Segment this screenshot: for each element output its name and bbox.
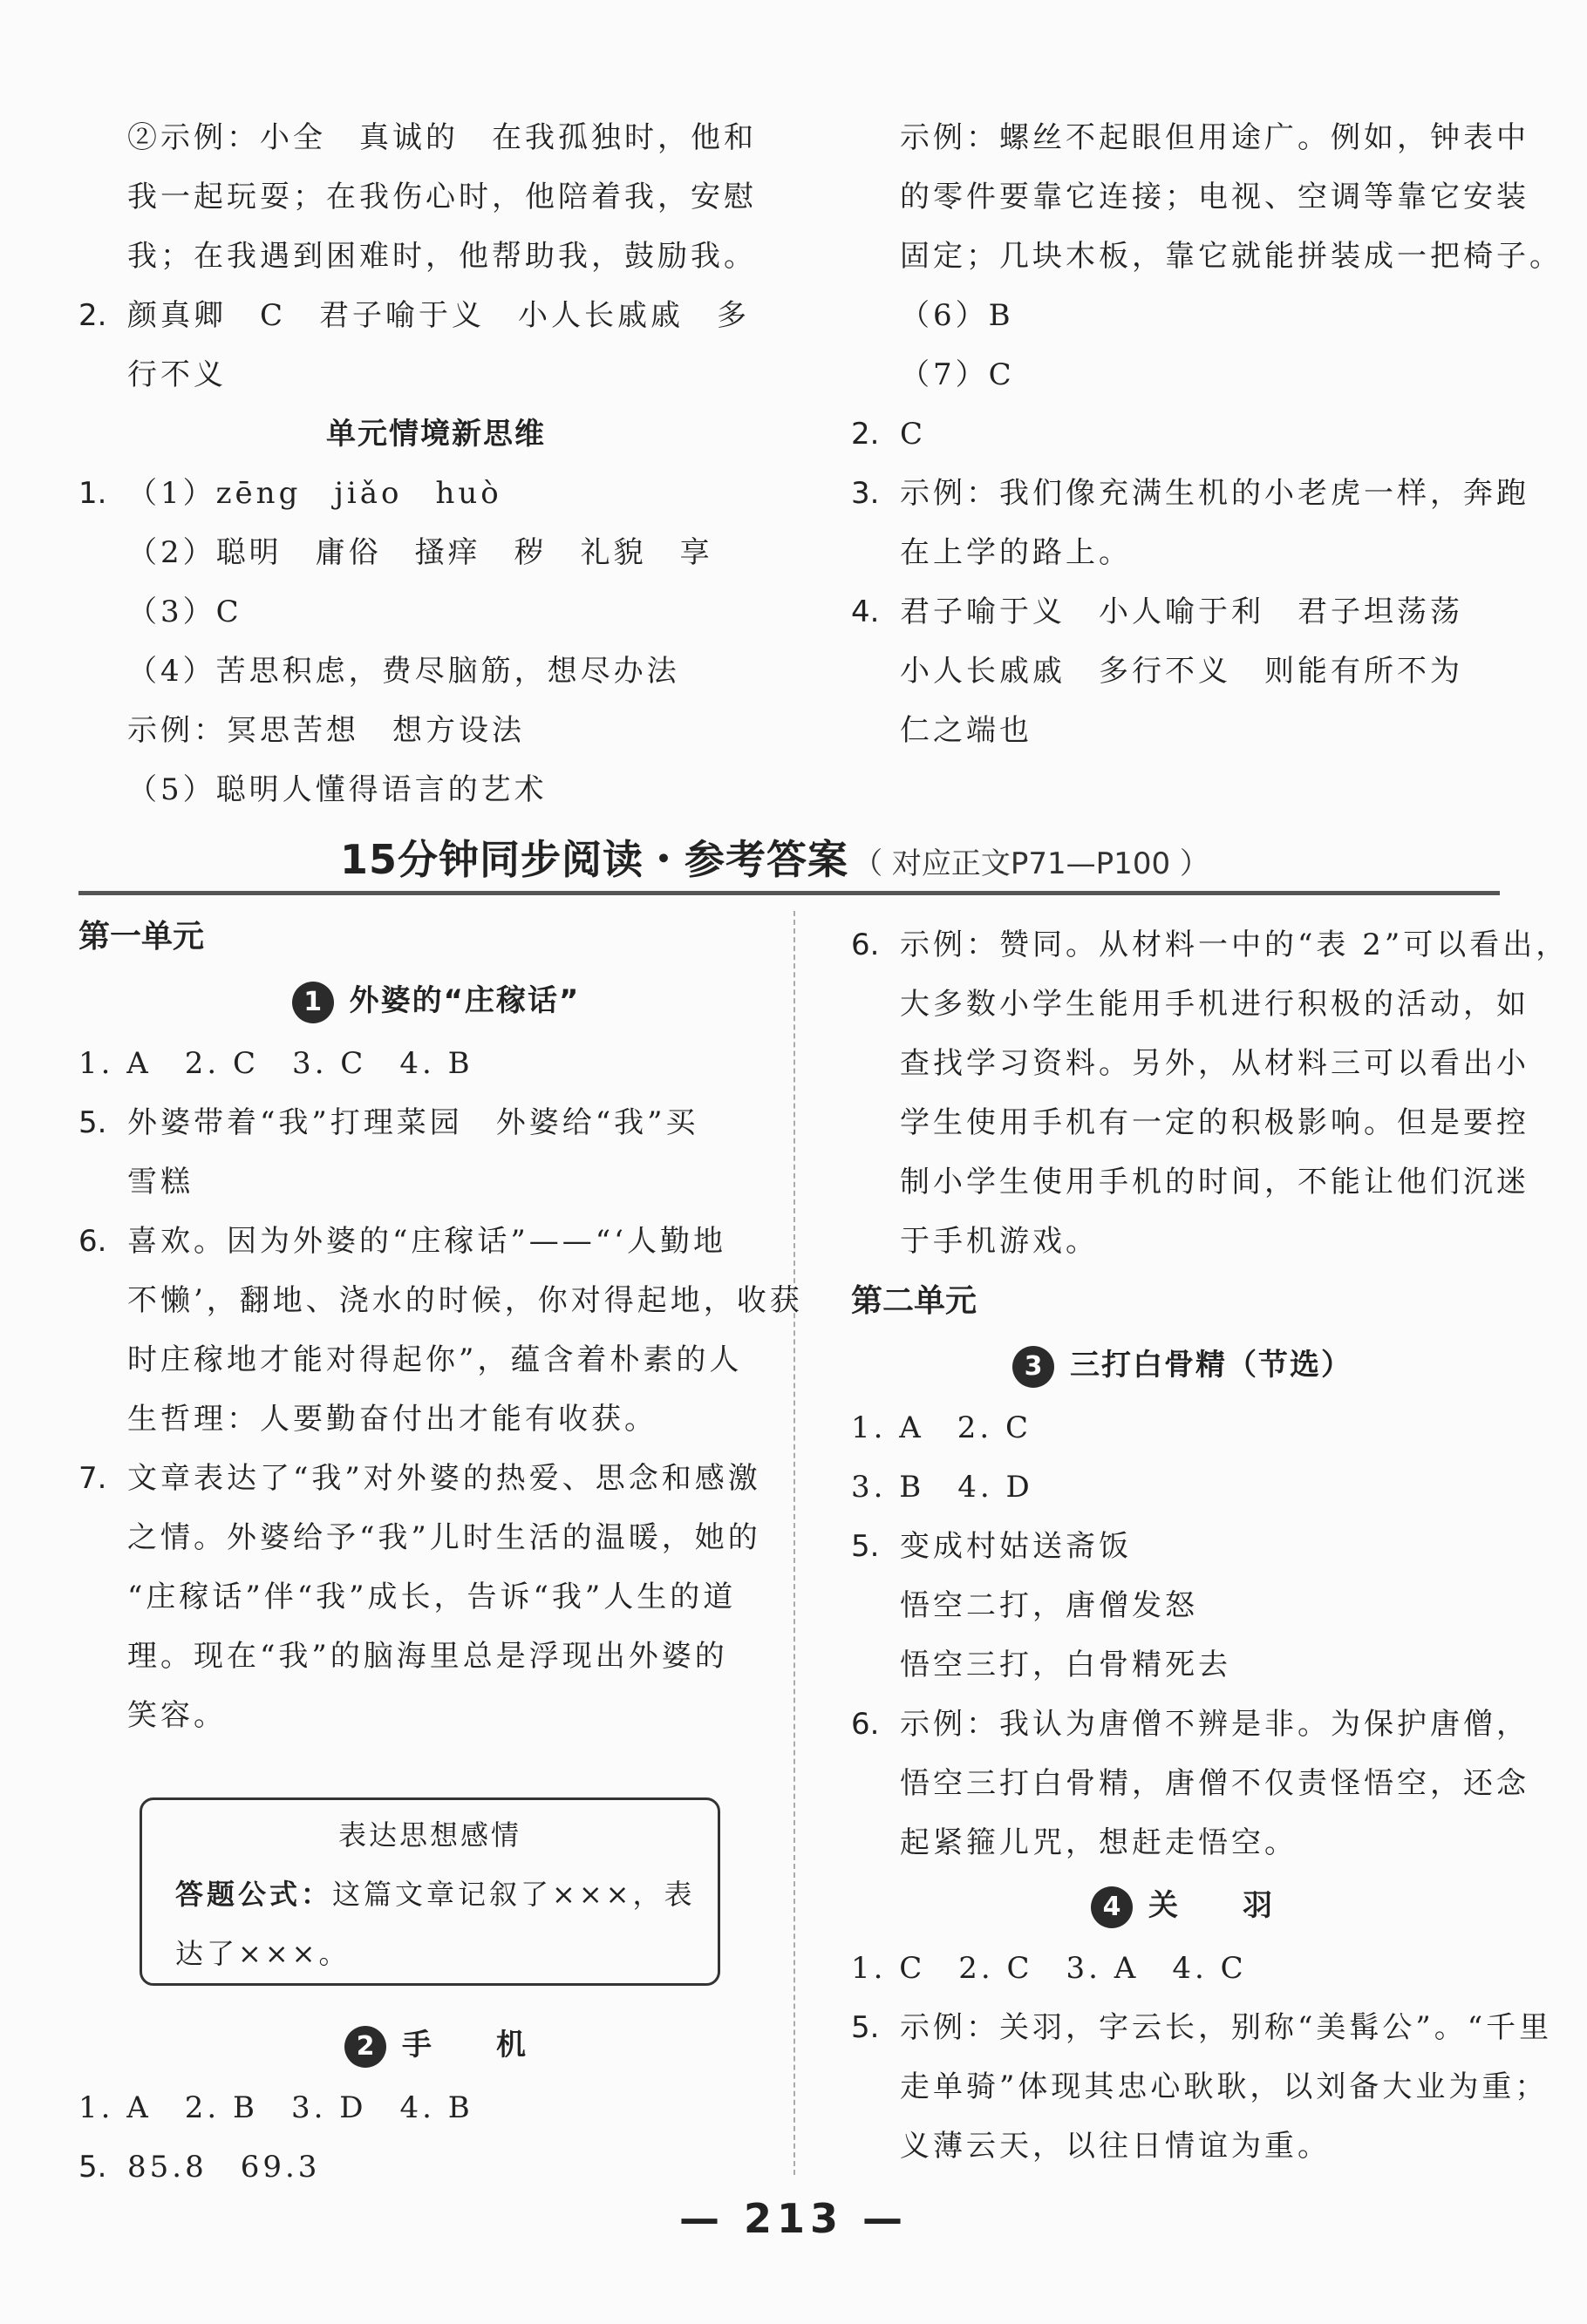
question-number: 4.	[851, 595, 880, 629]
multiple-choice-answers: 1. C 2. C 3. A 4. C	[851, 1951, 1247, 1986]
answer-text: 变成村姑送斋饭	[900, 1529, 1132, 1564]
question-number: 2.	[851, 417, 880, 452]
text-line: 固定；几块木板，靠它就能拼装成一把椅子。	[900, 239, 1563, 274]
tip-box-title: 表达思想感情	[337, 1818, 521, 1852]
banner-text	[340, 828, 1209, 886]
article-number-badge: 2	[344, 2026, 386, 2068]
top-right-column	[851, 108, 1566, 760]
article-heading	[851, 1872, 1514, 1939]
lower-left-column-2	[78, 2012, 794, 2197]
text-line: 行不义	[127, 357, 227, 392]
multiple-choice-answers: 3. B 4. D	[851, 1470, 1033, 1505]
article-title: 手 机	[402, 2028, 528, 2062]
tip-box-line	[142, 1865, 718, 1924]
text-line: “庄稼话”伴“我”成长，告诉“我”人生的道	[127, 1580, 737, 1614]
banner-subtitle: （ 对应正文P71—P100 ）	[853, 846, 1209, 881]
text-line: 查找学习资料。另外，从材料三可以看出小	[900, 1046, 1529, 1081]
text-line: 制小学生使用手机的时间，不能让他们沉迷	[900, 1165, 1529, 1199]
section-heading: 单元情境新思维	[326, 417, 546, 452]
page-number: — 213 —	[678, 2195, 909, 2242]
answer-text: 外婆带着“我”打理菜园 外婆给“我”买	[127, 1105, 699, 1140]
text-line: （4）苦思积虑，费尽脑筋，想尽办法	[127, 654, 680, 689]
question-number: 5.	[851, 2010, 880, 2045]
question-6	[851, 915, 1570, 975]
question-number: 7.	[78, 1461, 107, 1496]
formula-text: 这篇文章记叙了×××，表	[332, 1878, 696, 1911]
question-6	[851, 1695, 1529, 1754]
unit-heading: 第一单元	[78, 919, 205, 955]
article-number-badge: 4	[1091, 1886, 1133, 1928]
answer-text: 示例：我认为唐僧不辨是非。为保护唐僧，	[900, 1707, 1529, 1742]
answer-text: 示例：赞同。从材料一中的“表 2”可以看出，	[900, 928, 1570, 962]
question-2	[78, 286, 794, 345]
text-line: ②示例：小全 真诚的 在我孤独时，他和	[127, 120, 757, 155]
tip-box-line: 达了×××。	[175, 1937, 351, 1970]
text-line: 走单骑”体现其忠心耿耿，以刘备大业为重；	[900, 2069, 1549, 2104]
text-line: 在上学的路上。	[900, 535, 1132, 570]
question-3	[851, 464, 1566, 523]
article-number-badge: 1	[292, 982, 334, 1023]
banner-rule	[78, 891, 1500, 895]
text-line: （6）B	[900, 298, 1014, 333]
text-line: 不懒’，翻地、浇水的时候，你对得起地，收获	[127, 1283, 803, 1318]
text-line: （3）C	[127, 595, 242, 629]
question-1	[78, 464, 794, 523]
question-number: 3.	[851, 476, 880, 511]
text-line: 示例：冥思苦想 想方设法	[127, 713, 525, 748]
question-number: 5.	[78, 1105, 107, 1140]
question-4	[851, 582, 1566, 642]
text-line: 小人长戚戚 多行不义 则能有所不为	[900, 654, 1463, 689]
text-line: 理。现在“我”的脑海里总是浮现出外婆的	[127, 1639, 728, 1674]
text-line: 义薄云天，以往日情谊为重。	[900, 2129, 1331, 2164]
answer-text: C	[900, 417, 927, 452]
question-5	[78, 2137, 794, 2197]
question-number: 5.	[78, 2150, 107, 2185]
text-line: （7）C	[900, 357, 1015, 392]
multiple-choice-answers: 1. A 2. C 3. C 4. B	[78, 1046, 473, 1081]
article-heading	[851, 1332, 1514, 1398]
text-line: 雪糕	[127, 1165, 194, 1199]
question-5	[851, 1998, 1553, 2057]
question-number: 6.	[78, 1224, 107, 1259]
article-heading	[78, 968, 794, 1034]
text-line: 悟空三打，白骨精死去	[900, 1648, 1231, 1682]
answer-text: 示例：关羽，字云长，别称“美髯公”。“千里	[900, 2010, 1553, 2045]
section-banner	[78, 828, 1500, 898]
text-line: 生哲理：人要勤奋付出才能有收获。	[127, 1402, 657, 1437]
formula-label: 答题公式：	[175, 1878, 333, 1911]
question-7	[78, 1449, 794, 1508]
text-line: 之情。外婆给予“我”儿时生活的温暖，她的	[127, 1520, 761, 1555]
unit-heading: 第二单元	[851, 1283, 977, 1319]
text-line: 大多数小学生能用手机进行积极的活动，如	[900, 987, 1529, 1022]
question-number: 2.	[78, 298, 107, 333]
question-number: 6.	[851, 928, 880, 962]
article-title: 三打白骨精（节选）	[1070, 1348, 1352, 1383]
lower-left-column	[78, 907, 803, 1745]
article-title: 关 羽	[1148, 1888, 1274, 1923]
article-heading	[78, 2012, 794, 2078]
text-line: 的零件要靠它连接；电视、空调等靠它安装	[900, 180, 1529, 214]
multiple-choice-answers: 1. A 2. C	[851, 1410, 1032, 1445]
text-line: 悟空三打白骨精，唐僧不仅责怪悟空，还念	[900, 1766, 1529, 1801]
answer-text: 喜欢。因为外婆的“庄稼话”——“‘人勤地	[127, 1224, 726, 1259]
text-line: （2）聪明 庸俗 搔痒 秽 礼貌 享	[127, 535, 713, 570]
multiple-choice-answers: 1. A 2. B 3. D 4. B	[78, 2090, 473, 2125]
answer-text: 示例：我们像充满生机的小老虎一样，奔跑	[900, 476, 1529, 511]
top-left-column	[78, 108, 794, 819]
column-divider	[794, 911, 795, 2175]
text-line: 我；在我遇到困难时，他帮助我，鼓励我。	[127, 239, 757, 274]
question-number: 1.	[78, 476, 107, 511]
question-6	[78, 1212, 794, 1271]
answer-text: 君子喻于义 小人喻于利 君子坦荡荡	[900, 595, 1463, 629]
answer-text: （1）zēng jiǎo huò	[127, 476, 502, 511]
text-line: 我一起玩耍；在我伤心时，他陪着我，安慰	[127, 180, 757, 214]
question-2	[851, 404, 1566, 464]
text-line: 学生使用手机有一定的积极影响。但是要控	[900, 1105, 1529, 1140]
answer-text: 85.8 69.3	[127, 2150, 321, 2185]
text-line: 悟空二打，唐僧发怒	[900, 1588, 1198, 1623]
question-5	[851, 1517, 1514, 1576]
question-5	[78, 1093, 794, 1152]
banner-title: 15分钟同步阅读・参考答案	[340, 836, 849, 883]
text-line: 于手机游戏。	[900, 1224, 1099, 1259]
text-line: 起紧箍儿咒，想赶走悟空。	[900, 1825, 1298, 1860]
text-line: （5）聪明人懂得语言的艺术	[127, 772, 548, 807]
lower-right-column	[851, 915, 1570, 2176]
article-number-badge: 3	[1012, 1346, 1054, 1388]
article-title: 外婆的“庄稼话”	[349, 983, 581, 1018]
tip-box	[140, 1797, 720, 1986]
text-line: 示例：螺丝不起眼但用途广。例如，钟表中	[900, 120, 1529, 155]
text-line: 时庄稼地才能对得起你”，蕴含着朴素的人	[127, 1342, 743, 1377]
question-number: 6.	[851, 1707, 880, 1742]
text-line: 仁之端也	[900, 713, 1032, 748]
text-line: 笑容。	[127, 1698, 227, 1733]
question-number: 5.	[851, 1529, 880, 1564]
answer-text: 颜真卿 C 君子喻于义 小人长戚戚 多	[127, 298, 751, 333]
answer-text: 文章表达了“我”对外婆的热爱、思念和感激	[127, 1461, 761, 1496]
